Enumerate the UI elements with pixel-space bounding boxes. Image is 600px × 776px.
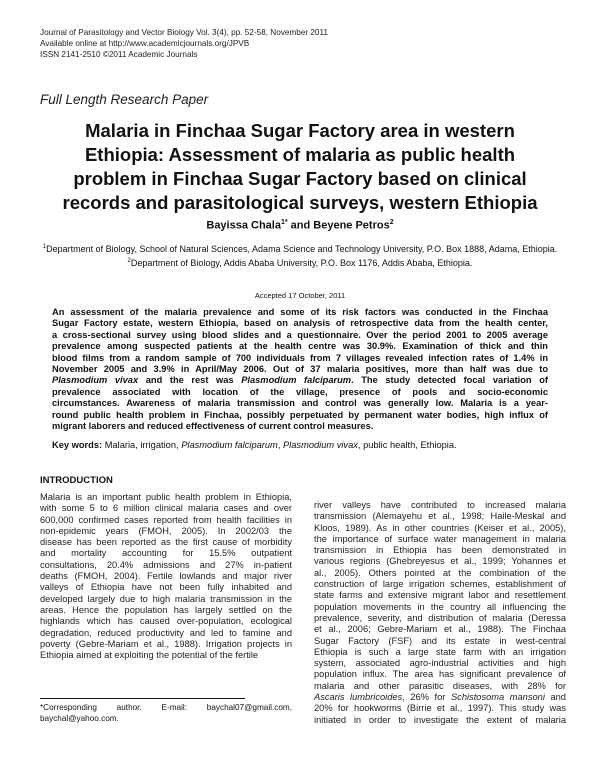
text-line: population movements in the country all influencing the <box>314 601 566 612</box>
text-line: system, associated agro-industrial activities and high <box>314 658 566 669</box>
affiliation-text: Department of Biology, Addis Ababa University, P.O. Box 1176, Addis Ababa, Ethiopia. <box>130 257 473 268</box>
keywords <box>52 440 457 450</box>
keywords-text: Malaria, irrigation, Plasmodium falciparum, Plasmodium vivax, public health, Ethiopia. <box>102 440 457 450</box>
text-line: Malaria is an important public health problem in Ethiopia, <box>40 492 292 502</box>
text-line: circumstances. Awareness of malaria transmission and control was generally low. Malaria is a year- <box>52 398 548 409</box>
text-line: various regions (Ghebreyesus et al., 1999; Yohannes et <box>314 556 566 567</box>
paper-type: Full Length Research Paper <box>40 92 209 107</box>
title-line: Ethiopia: Assessment of malaria as public health <box>84 144 516 165</box>
text-line: et al., 2006; Gebre-Mariam et al., 1988). The Finchaa <box>314 624 566 635</box>
text-line: Sugar Factory (FSF) and its estate in west-central <box>314 635 566 646</box>
author-name: Beyene Petros <box>313 219 390 232</box>
text-line: prevalence among suspected patients at the health centre was 30.9%. Examination of thick and thin <box>52 341 548 352</box>
text-line: disease has been reported as the first cause of morbidity <box>40 537 292 548</box>
journal-issn: ISSN 2141-2510 ©2011 Academic Journals <box>40 50 198 59</box>
affiliation <box>40 242 560 256</box>
text-line: and mortality accounting for 15.5% outpatient <box>40 548 292 559</box>
text-line: Ascaris lumbricoides, 26% for Schistosoma mansoni and <box>314 692 566 703</box>
journal-url: Available online at http://www.academicjournals.org/JPVB <box>40 39 250 48</box>
text-line: consultations, 20.4% admissions and 27% in-patient <box>40 559 292 570</box>
text-line: population influx. The area has significant prevalence of <box>314 669 566 680</box>
text-line: developed largely due to high malaria transmission in the <box>40 593 292 604</box>
affiliation-text: Department of Biology, School of Natural Sciences, Adama Science and Technology University, P.O. Box 1888, Adama, Ethiopia. <box>46 244 558 254</box>
text-line: round public health problem in Finchaa, possibly perpetuated by permanent water bodies, high influx of <box>52 409 548 420</box>
body-column-left <box>40 492 292 661</box>
accepted-date: Accepted 17 October, 2011 <box>254 291 346 300</box>
text-line: November 2005 and 3.9% in April/May 2006. Out of 37 malaria positives, more than half was due to <box>52 364 548 375</box>
author-conjunction: and <box>287 219 314 232</box>
affiliation <box>40 256 560 270</box>
text-line: Ethiopia aimed at exploiting the potential of the fertile <box>40 650 259 661</box>
footnote <box>40 702 292 724</box>
journal-citation: Journal of Parasitology and Vector Biology Vol. 3(4), pp. 52-58, November 2011 <box>40 28 328 37</box>
text-line: non-epidemic years (FMOH, 2005). In 2002/03 the <box>40 525 292 536</box>
affiliations <box>40 242 560 269</box>
text-line: 20% for hookworms (Birrie et al., 1997). This study was <box>314 703 566 714</box>
text-line: degradation, reduced productivity and led to famine and <box>40 627 292 638</box>
text-line: river valleys have contributed to increased malaria <box>314 500 566 510</box>
author-name: Bayissa Chala <box>206 219 281 232</box>
text-line: initiated in order to investigate the extent of malaria <box>314 714 566 725</box>
footnote-line: baychal@yahoo.com. <box>40 714 119 723</box>
journal-header <box>40 27 328 60</box>
text-line: blood films from a random sample of 700 individuals from 7 villages revealed infection rates of 1.4% in <box>52 352 548 363</box>
affiliation-mark: 2 <box>127 257 131 264</box>
text-line: highlands which has caused over-population, ecological <box>40 616 292 627</box>
text-line: prevalence, severity, and distribution of malaria (Deressa <box>314 612 566 623</box>
section-heading-introduction: INTRODUCTION <box>40 475 113 486</box>
text-line: malaria and other parasitic diseases, with 28% for <box>314 680 566 691</box>
text-line: Ethiopia is such a large state farm with an irrigation <box>314 646 566 657</box>
text-line: 600,000 confirmed cases reported from health facilities in <box>40 514 292 525</box>
author-mark: 1* <box>280 219 288 226</box>
keywords-label: Key words: <box>52 440 103 450</box>
footnote-line: *Corresponding author. E-mail: baychal07@gmail.com, <box>40 703 292 712</box>
text-line: Plasmodium vivax and the rest was Plasmodium falciparum. The study detected focal variation of <box>52 375 548 386</box>
text-line: deaths (FMOH, 2004). Fertile lowlands and major river <box>40 571 292 582</box>
text-line: with some 5 to 6 million clinical malaria cases and over <box>40 503 292 514</box>
authors <box>0 219 600 232</box>
text-line: valleys of Ethiopia have not been fully inhabited and <box>40 582 292 593</box>
text-line: transmission in Ethiopia has been demonstrated in <box>314 545 566 556</box>
author-mark: 2 <box>389 219 394 226</box>
text-line: poverty (Gebre-Mariam et al., 1988). Irrigation projects in <box>40 638 292 649</box>
text-line: transmission (Alemayehu et al., 1998; Haile-Meskal and <box>314 511 566 522</box>
text-line: Kloos, 1989). As in other countries (Keiser et al., 2005), <box>314 522 566 533</box>
footnote-divider <box>40 698 245 699</box>
abstract <box>52 307 548 432</box>
text-line: a cross-sectional survey using blood slides and a questionnaire. Over the period 2001 to 2005 average <box>52 329 548 340</box>
text-line: Sugar Factory estate, western Ethiopia, based on analysis of retrospective data from the health center, <box>52 318 548 329</box>
text-line: al., 2005). Others pointed at the combination of the <box>314 567 566 578</box>
title-line: records and parasitological surveys, western Ethiopia <box>62 192 538 213</box>
text-line: migrant laborers and reduced effectiveness of current control measures. <box>52 421 374 432</box>
text-line: state farms and extensive migrant labor and resettlement <box>314 590 566 601</box>
affiliation-mark: 1 <box>42 244 47 250</box>
text-line: areas. Hence the population has largely settled on the <box>40 604 292 615</box>
text-line: An assessment of the malaria prevalence and some of its risk factors was conducted in the Finchaa <box>52 307 548 317</box>
body-column-right <box>314 500 566 726</box>
text-line: the importance of surface water management in malaria <box>314 533 566 544</box>
title-line: Malaria in Finchaa Sugar Factory area in western <box>85 120 515 141</box>
title-line: problem in Finchaa Sugar Factory based on clinical <box>73 168 527 189</box>
text-line: construction of large irrigation schemes, establishment of <box>314 579 566 590</box>
paper-title <box>40 119 560 215</box>
text-line: prevalence associated with location of the village, presence of pools and socio-economic <box>52 386 548 397</box>
